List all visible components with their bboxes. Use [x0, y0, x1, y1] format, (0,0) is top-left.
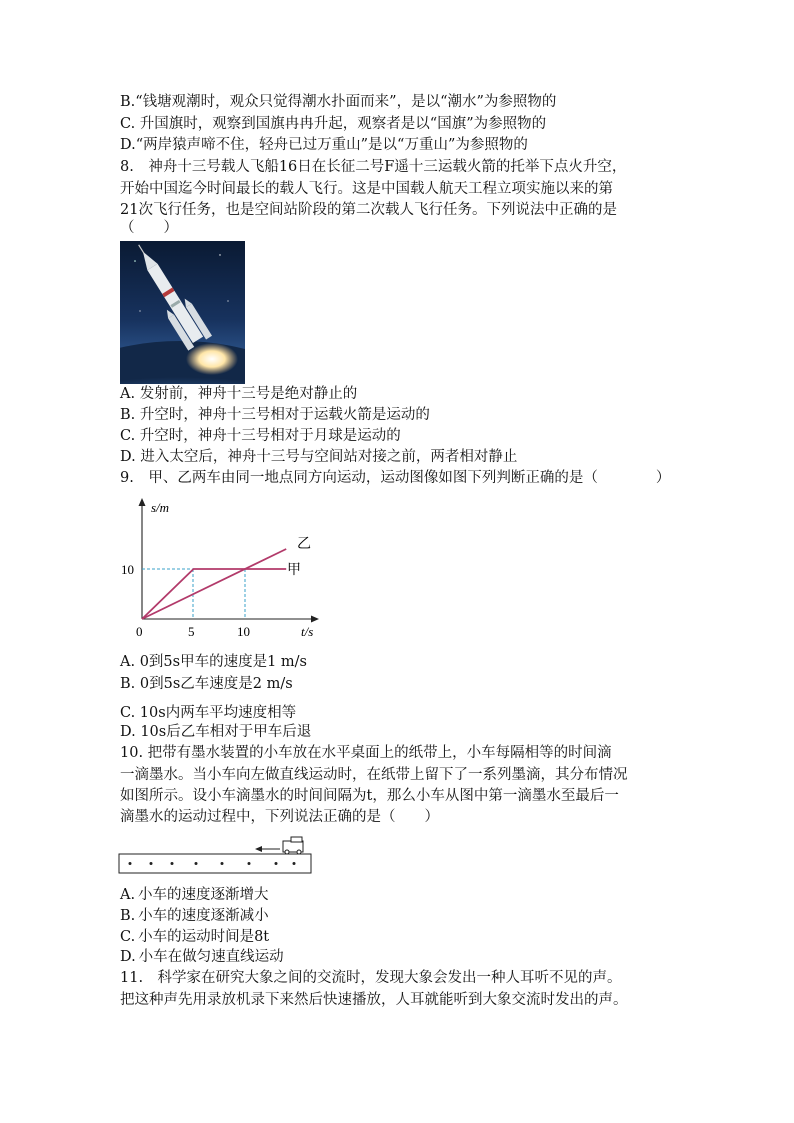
- q8-option-d: D. 进入太空后，神舟十三号与空间站对接之前，两者相对静止: [120, 449, 518, 465]
- x-tick-5: 5: [188, 624, 195, 639]
- q7-option-b: B.“钱塘观潮时，观众只觉得潮水扑面而来”，是以“潮水”为参照物的: [120, 94, 557, 110]
- q9-option-a: A. 0到5s甲车的速度是1 m/s: [120, 654, 307, 670]
- q9-stem: 9. 甲、乙两车由同一地点同方向运动，运动图像如图下列判断正确的是（ ）: [120, 470, 671, 486]
- y-axis-label: s/m: [151, 500, 170, 515]
- x-axis-label: t/s: [301, 624, 314, 639]
- q10-stem-line4: 滴墨水的运动过程中，下列说法正确的是（ ）: [120, 809, 439, 825]
- q10-option-c: C. 小车的运动时间是8t: [120, 929, 270, 945]
- q9-option-d: D. 10s后乙车相对于甲车后退: [120, 724, 312, 740]
- q10-option-a: A. 小车的速度逐渐增大: [120, 887, 269, 903]
- q10-option-b: B. 小车的速度逐渐减小: [120, 908, 269, 924]
- series-yi-line: [142, 549, 286, 619]
- x-tick-10: 10: [237, 624, 250, 639]
- q8-stem-line3: 21次飞行任务，也是空间站阶段的第二次载人飞行任务。下列说法中正确的是: [120, 202, 617, 218]
- q10-stem-line2: 一滴墨水。当小车向左做直线运动时，在纸带上留下了一系列墨滴，其分布情况: [120, 767, 628, 783]
- series-jia-label: 甲: [287, 563, 301, 578]
- q8-answer-paren: （ ）: [120, 220, 178, 236]
- q11-stem-line1: 11. 科学家在研究大象之间的交流时，发现大象会发出一种人耳听不见的声。: [120, 970, 622, 986]
- q9-option-b: B. 0到5s乙车速度是2 m/s: [120, 676, 293, 692]
- q8-option-a: A. 发射前，神舟十三号是绝对静止的: [120, 386, 358, 402]
- x-axis-arrow: [311, 616, 319, 623]
- q8-stem-line2: 开始中国迄今时间最长的载人飞行。这是中国载人航天工程立项实施以来的第: [120, 181, 613, 197]
- series-yi-label: 乙: [297, 537, 311, 552]
- q9-option-c: C. 10s内两车平均速度相等: [120, 705, 297, 721]
- series-jia-line: [142, 569, 286, 619]
- q8-option-c: C. 升空时，神舟十三号相对于月球是运动的: [120, 428, 401, 444]
- q10-stem-line1: 10. 把带有墨水装置的小车放在水平桌面上的纸带上，小车每隔相等的时间滴: [120, 745, 612, 761]
- paper-tape: [119, 854, 311, 873]
- ink-drop-tape-figure: [118, 832, 314, 876]
- q8-option-b: B. 升空时，神舟十三号相对于运载火箭是运动的: [120, 407, 430, 423]
- left-arrow-icon: [255, 846, 262, 852]
- y-tick-10: 10: [121, 562, 134, 577]
- x-tick-0: 0: [136, 624, 143, 639]
- y-axis-arrow: [139, 498, 146, 506]
- rocket-photo: [120, 241, 245, 384]
- distance-time-chart: [115, 497, 330, 645]
- q7-option-d: D.“两岸猿声啼不住，轻舟已过万重山”是以“万重山”为参照物的: [120, 137, 528, 153]
- q8-stem-line1: 8. 神舟十三号载人飞船16日在长征二号F遥十三运载火箭的托举下点火升空，: [120, 159, 627, 175]
- q7-option-c: C. 升国旗时，观察到国旗冉冉升起，观察者是以“国旗”为参照物的: [120, 116, 547, 132]
- q10-stem-line3: 如图所示。设小车滴墨水的时间间隔为t，那么小车从图中第一滴墨水至最后一: [120, 788, 619, 804]
- q10-option-d: D. 小车在做匀速直线运动: [120, 949, 284, 965]
- toy-car-icon: [283, 837, 303, 854]
- q11-stem-line2: 把这种声先用录放机录下来然后快速播放，人耳就能听到大象交流时发出的声。: [120, 992, 628, 1008]
